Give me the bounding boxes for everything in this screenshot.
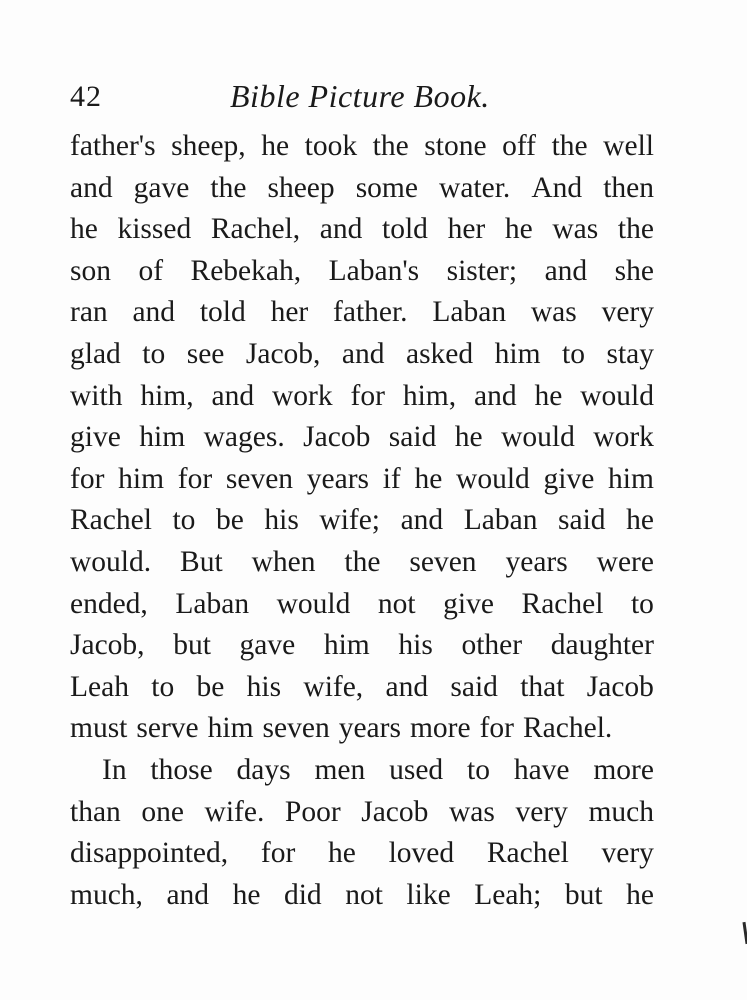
text-line: Rachel to be his wife; and Laban said he [70,504,654,537]
text-line: In those days men used to have more [102,753,654,786]
page-number: 42 [70,80,102,113]
text-line: and gave the sheep some water. And then [70,171,654,204]
text-line: Jacob, but gave him his other daughter [70,629,654,662]
text-line: son of Rebekah, Laban's sister; and she [70,254,654,287]
text-line: would. But when the seven years were [70,545,654,578]
text-line: father's sheep, he took the stone off the well [70,130,654,162]
text-line: for him for seven years if he would give him [70,462,654,495]
running-title: Bible Picture Book. [230,78,490,114]
text-line: glad to see Jacob, and asked him to stay [70,337,654,370]
text-line: than one wife. Poor Jacob was very much [70,795,654,828]
text-line: must serve him seven years more for Rachel. [70,712,613,745]
text-line: much, and he did not like Leah; but he [70,878,654,911]
print-speck [742,922,747,944]
text-line: Leah to be his wife, and said that Jacob [70,670,654,703]
text-line: he kissed Rachel, and told her he was the [70,213,654,246]
text-line: disappointed, for he loved Rachel very [70,837,654,870]
text-line: with him, and work for him, and he would [70,379,654,412]
text-line: ran and told her father. Laban was very [70,296,654,329]
text-line: ended, Laban would not give Rachel to [70,587,654,620]
text-line: give him wages. Jacob said he would work [70,421,654,454]
running-head [70,74,656,124]
body-text [70,126,654,916]
